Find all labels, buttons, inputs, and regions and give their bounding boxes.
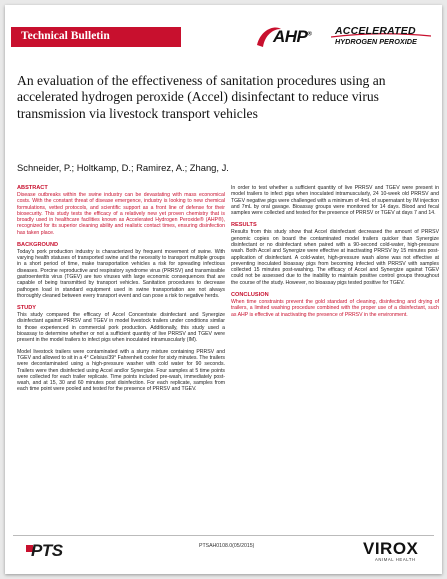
background-heading: BACKGROUND — [17, 241, 59, 248]
background-text: Today's pork production industry is characterized by frequent movement of swine. With varying health statuses of transported swine and the necessity to transport multiple groups in a short period of time, make transportation vehicles a risk for spreading infectious diseases. Porcine reproductive and respiratory syndrome virus (PRRSV) and transmissible gastroenteritis virus (TGEV) are two viruses with large economic consequences that are capable of being transmitted by transport vehicles. Sanitation procedures to decrease pathogen load in standard equipment used in swine transportation are not always thoroughly cleaned between every transport event and can pose a risk to negative herds. — [17, 248, 225, 299]
accel-logo-line1: ACCELERATED — [335, 25, 416, 37]
accelerated-hydrogen-peroxide-logo — [331, 25, 431, 51]
ipts-logo — [23, 541, 83, 563]
results-heading: RESULTS — [231, 222, 257, 229]
author-list: Schneider, P.; Holtkamp, D.; Ramirez, A.; Zhang, J. — [17, 162, 229, 173]
virox-logo — [363, 539, 429, 563]
conclusion-heading: CONCLUSION — [231, 292, 269, 299]
study-paragraph-1: This study compared the efficacy of Accel Concentrate disinfectant and Synergize disinfectant against PRRSV and TGEV in model livestock trailers under conditions similar to those experienced in commercial pork production. Additionally, this study used a bioassay to determine whether or not a sufficient quantity of live PRRSV and TGEV were present in the model trailers to infect pigs when inoculated intramuscularly (IM). — [17, 312, 225, 344]
document-title: An evaluation of the effectiveness of sanitation procedures using an accelerated hydrogen peroxide (Accel) disinfectant to reduce virus transmission via livestock transport vehicles — [17, 73, 386, 121]
abstract-text: Disease outbreaks within the swine industry can be devastating with mass economical costs. With the constant threat of disease emergence, industry is looking to new chemical formulations, vetted protocols, and scientific support as a front line of defense for their biosecurity. This study tests the efficacy of a relatively new yet proven chemistry that is broadly used in healthcare facilities known as Accelerated Hydrogen Peroxide® (AHP®), recognized for its superior cleaning ability and realistic contact times, ensuring disinfection has taken place. — [17, 191, 225, 236]
ahp-logo-text: AHP — [273, 27, 308, 46]
ipts-logo-text: PTS — [31, 541, 63, 560]
accel-logo-line2: HYDROGEN PEROXIDE — [335, 37, 417, 46]
banner-text: Technical Bulletin — [21, 30, 110, 42]
footer-divider — [13, 535, 434, 536]
abstract-heading: ABSTRACT — [17, 185, 48, 191]
document-code: PTSAH0108.0(05/2015) — [199, 543, 255, 549]
study-paragraph-2: Model livestock trailers were contaminated with a slurry mixture containing PRRSV and TGEV and allowed to sit in a 4° Celsius/39° Fahrenheit cooler for sixty minutes. The trailers were decontaminated using a high-pressure washer with cold water for 90 seconds. Trailers were then disinfected using Accel and/or Synergize. Four samples at 5 time points were collected for each trailer replicate. Time points included pre-wash, immediately post-wash, and at 15, 30 and 60 minutes post disinfection. For each replicate, samples from each time point were pooled and tested for the presence of PRRSV and TGEV. — [17, 348, 225, 393]
ahp-logo — [253, 23, 329, 51]
virox-logo-text: VIROX — [363, 539, 419, 558]
technical-bulletin-banner — [11, 27, 181, 47]
virox-logo-subtitle: ANIMAL HEALTH — [375, 557, 416, 562]
study-paragraph-3: In order to test whether a sufficient quantity of live PRRSV and TGEV were present in model trailers to infect pigs when inoculated intramuscularly, 24 10-week old PRRSV and TGEV negative pigs were challenged with a minimum of 4mL of supernatant by IM injection and 7mL by oral gavage. Bioassay groups were monitored for 14 days. Blood and fecal samples were collected and tested for the presence of PRRSV or TGEV at days 7 and 14. — [231, 185, 439, 217]
conclusion-text: When time constraints prevent the gold standard of cleaning, disinfecting and drying of trailers, a limited washing procedure combined with the proper use of a disinfectant, such as AHP is effective at inactivating the presence of PRRSV in the environment. — [231, 298, 439, 318]
study-heading: STUDY — [17, 305, 36, 312]
left-column — [17, 185, 225, 398]
right-column — [231, 185, 439, 323]
document-page — [5, 5, 442, 574]
results-text: Results from this study show that Accel disinfectant decreased the amount of PRRSV genomic copies on board the contaminated model trailers quicker than Synergize disinfectant or no disinfectant when paired with a 90-second cold-water, high-pressure wash. Both Accel and Synergize were effective at inactivating PRRSV by 15 minutes post-application of disinfectant. A cold-water, high-pressure wash alone was not effective at preventing inoculated bioassay pigs from becoming infected with PRRSV with samples collected 15 minutes post-washing. The efficacy of Accel and Synergize against TGEV could not be assessed due to the inability to maintain positive control groups throughout the course of the study. However, no bioassay pigs tested positive for TGEV. — [231, 229, 439, 286]
ahp-registered-mark: ® — [307, 31, 312, 38]
